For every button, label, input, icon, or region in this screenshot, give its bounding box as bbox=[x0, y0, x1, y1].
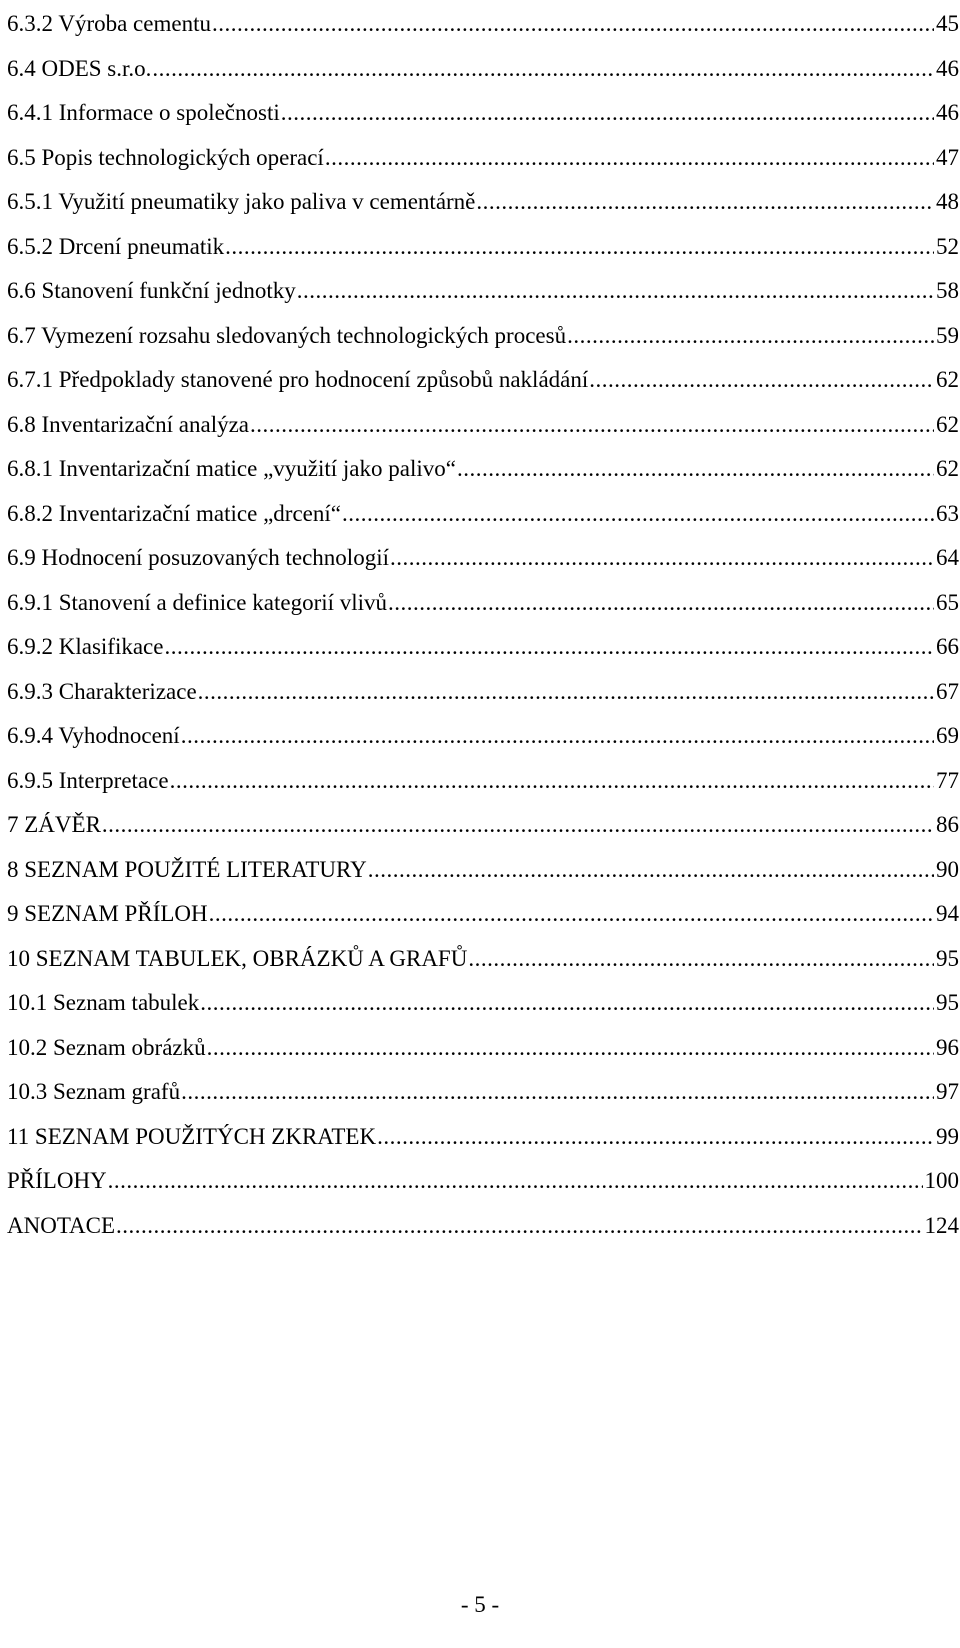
dot-leader bbox=[468, 937, 934, 982]
toc-entry[interactable] bbox=[7, 892, 959, 937]
dot-leader bbox=[377, 1115, 934, 1160]
toc-entry-title[interactable]: 6.5.2 Drcení pneumatik bbox=[7, 233, 225, 259]
toc-entry-title[interactable]: 6.4.1 Informace o společnosti bbox=[7, 100, 280, 125]
toc-entry[interactable] bbox=[7, 492, 959, 537]
dot-leader bbox=[342, 492, 934, 537]
toc-entry[interactable] bbox=[7, 403, 959, 448]
toc-entry[interactable] bbox=[7, 136, 959, 181]
toc-entry-page[interactable]: 63 bbox=[936, 500, 959, 526]
toc-entry-title[interactable]: 7 ZÁVĚR bbox=[7, 812, 101, 837]
toc-entry-title[interactable]: 6.5.1 Využití pneumatiky jako paliva v cementárně bbox=[7, 189, 476, 214]
toc-entry[interactable] bbox=[7, 937, 959, 982]
dot-leader bbox=[164, 625, 934, 670]
dot-leader bbox=[102, 803, 934, 848]
toc-entry-title[interactable]: 10 SEZNAM TABULEK, OBRÁZKŮ A GRAFŮ bbox=[7, 945, 468, 971]
toc-entry[interactable] bbox=[7, 269, 959, 314]
toc-entry-title[interactable]: 6.3.2 Výroba cementu bbox=[7, 11, 211, 36]
dot-leader bbox=[116, 1204, 922, 1249]
toc-entry[interactable] bbox=[7, 1115, 959, 1160]
dot-leader bbox=[181, 1070, 934, 1115]
toc-entry-page[interactable]: 65 bbox=[936, 589, 959, 615]
page-number: - 5 - bbox=[460, 1592, 500, 1617]
toc-entry[interactable] bbox=[7, 848, 959, 893]
toc-entry-page[interactable]: 48 bbox=[936, 189, 959, 214]
toc-entry[interactable] bbox=[7, 625, 959, 670]
toc-entry-page[interactable]: 46 bbox=[936, 55, 959, 81]
toc-entry-page[interactable]: 69 bbox=[936, 723, 959, 748]
toc-entry[interactable] bbox=[7, 314, 959, 359]
toc-entry-title[interactable]: 6.9.1 Stanovení a definice kategorií vlivů bbox=[7, 589, 388, 615]
toc-entry[interactable] bbox=[7, 536, 959, 581]
toc-entry[interactable] bbox=[7, 670, 959, 715]
toc-entry-page[interactable]: 90 bbox=[936, 856, 959, 882]
toc-entry[interactable] bbox=[7, 803, 959, 848]
toc-entry-page[interactable]: 59 bbox=[936, 322, 959, 348]
dot-leader bbox=[212, 2, 934, 47]
toc-entry[interactable] bbox=[7, 47, 959, 92]
toc-entry-page[interactable]: 62 bbox=[936, 367, 959, 392]
toc-entry-page[interactable]: 52 bbox=[936, 233, 959, 259]
dot-leader bbox=[209, 892, 934, 937]
dot-leader bbox=[589, 358, 934, 403]
toc-entry-page[interactable]: 62 bbox=[936, 411, 959, 437]
toc-entry-page[interactable]: 64 bbox=[936, 545, 959, 570]
toc-entry-page[interactable]: 96 bbox=[936, 1034, 959, 1060]
toc-entry-page[interactable]: 100 bbox=[924, 1168, 959, 1193]
toc-entry-title[interactable]: 10.1 Seznam tabulek bbox=[7, 990, 200, 1015]
toc-entry-title[interactable]: 6.4 ODES s.r.o. bbox=[7, 55, 152, 81]
toc-entry-page[interactable]: 95 bbox=[936, 945, 959, 971]
toc-entry[interactable] bbox=[7, 1070, 959, 1115]
toc-entry-title[interactable]: 6.7.1 Předpoklady stanovené pro hodnocení způsobů nakládání bbox=[7, 367, 589, 392]
toc-entry-title[interactable]: PŘÍLOHY bbox=[7, 1168, 107, 1193]
toc-entry-page[interactable]: 58 bbox=[936, 278, 959, 303]
toc-entry-page[interactable]: 97 bbox=[936, 1079, 959, 1104]
toc-entry-page[interactable]: 46 bbox=[936, 100, 959, 125]
toc-entry-title[interactable]: ANOTACE bbox=[7, 1212, 116, 1238]
dot-leader bbox=[200, 981, 934, 1026]
toc-entry[interactable] bbox=[7, 714, 959, 759]
toc-entry-page[interactable]: 124 bbox=[924, 1212, 959, 1238]
toc-entry[interactable] bbox=[7, 759, 959, 804]
toc-entry[interactable] bbox=[7, 581, 959, 626]
toc-entry-title[interactable]: 6.9.4 Vyhodnocení bbox=[7, 723, 180, 748]
toc-entry-title[interactable]: 6.9.2 Klasifikace bbox=[7, 634, 164, 659]
toc-entry-page[interactable]: 99 bbox=[936, 1123, 959, 1149]
toc-entry-title[interactable]: 11 SEZNAM POUŽITÝCH ZKRATEK bbox=[7, 1123, 377, 1149]
toc-entry-title[interactable]: 6.8.1 Inventarizační matice „využití jako palivo“ bbox=[7, 456, 456, 481]
toc-entry[interactable] bbox=[7, 225, 959, 270]
dot-leader bbox=[198, 670, 934, 715]
toc-entry-title[interactable]: 10.2 Seznam obrázků bbox=[7, 1034, 206, 1060]
toc-entry-title[interactable]: 6.9.3 Charakterizace bbox=[7, 678, 197, 704]
dot-leader bbox=[207, 1026, 934, 1071]
dot-leader bbox=[225, 225, 934, 270]
toc-entry-title[interactable]: 9 SEZNAM PŘÍLOH bbox=[7, 901, 208, 926]
toc-entry[interactable] bbox=[7, 180, 959, 225]
dot-leader bbox=[476, 180, 934, 225]
dot-leader bbox=[108, 1159, 923, 1204]
toc-entry-page[interactable]: 77 bbox=[936, 767, 959, 793]
toc-entry-page[interactable]: 95 bbox=[936, 990, 959, 1015]
toc-entry-title[interactable]: 6.9 Hodnocení posuzovaných technologií bbox=[7, 545, 389, 570]
toc-entry[interactable] bbox=[7, 1026, 959, 1071]
toc-entry-title[interactable]: 6.8.2 Inventarizační matice „drcení“ bbox=[7, 500, 341, 526]
dot-leader bbox=[388, 581, 934, 626]
toc-entry-page[interactable]: 67 bbox=[936, 678, 959, 704]
dot-leader bbox=[567, 314, 934, 359]
dot-leader bbox=[250, 403, 934, 448]
toc-entry-page[interactable]: 94 bbox=[936, 901, 959, 926]
dot-leader bbox=[390, 536, 934, 581]
dot-leader bbox=[152, 47, 934, 92]
table-of-contents bbox=[7, 2, 959, 1248]
dot-leader bbox=[181, 714, 934, 759]
dot-leader bbox=[170, 759, 934, 804]
dot-leader bbox=[281, 91, 934, 136]
toc-entry-title[interactable]: 6.5 Popis technologických operací bbox=[7, 144, 324, 170]
toc-entry-page[interactable]: 66 bbox=[936, 634, 959, 659]
toc-entry-page[interactable]: 86 bbox=[936, 812, 959, 837]
toc-entry[interactable] bbox=[7, 981, 959, 1026]
toc-entry-title[interactable]: 6.8 Inventarizační analýza bbox=[7, 411, 250, 437]
toc-entry-page[interactable]: 47 bbox=[936, 144, 959, 170]
toc-entry[interactable] bbox=[7, 1159, 959, 1204]
toc-entry[interactable] bbox=[7, 358, 959, 403]
toc-entry[interactable] bbox=[7, 2, 959, 47]
toc-entry-title[interactable]: 8 SEZNAM POUŽITÉ LITERATURY bbox=[7, 856, 367, 882]
dot-leader bbox=[457, 447, 934, 492]
dot-leader bbox=[325, 136, 934, 181]
toc-entry[interactable] bbox=[7, 91, 959, 136]
toc-entry[interactable] bbox=[7, 447, 959, 492]
toc-entry-title[interactable]: 6.9.5 Interpretace bbox=[7, 767, 169, 793]
dot-leader bbox=[297, 269, 934, 314]
toc-entry-page[interactable]: 62 bbox=[936, 456, 959, 481]
dot-leader bbox=[368, 848, 934, 893]
toc-entry-title[interactable]: 6.7 Vymezení rozsahu sledovaných technologických procesů bbox=[7, 322, 567, 348]
toc-entry[interactable] bbox=[7, 1204, 959, 1249]
toc-entry-title[interactable]: 10.3 Seznam grafů bbox=[7, 1079, 181, 1104]
toc-entry-page[interactable]: 45 bbox=[936, 11, 959, 36]
toc-entry-title[interactable]: 6.6 Stanovení funkční jednotky bbox=[7, 278, 296, 303]
